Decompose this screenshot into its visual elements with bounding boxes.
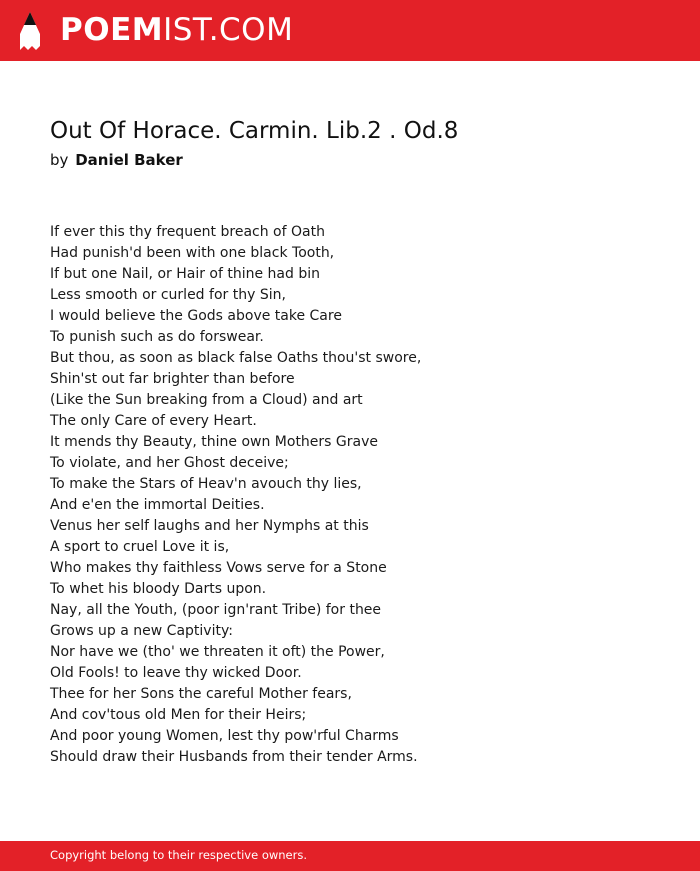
poem-line: And cov'tous old Men for their Heirs; <box>50 707 307 723</box>
poem-line: Should draw their Husbands from their tender Arms. <box>50 749 418 765</box>
page-title: Out Of Horace. Carmin. Lib.2 . Od.8 <box>50 118 459 144</box>
site-footer <box>0 841 700 871</box>
poem-article <box>50 115 650 768</box>
poem-line: I would believe the Gods above take Care <box>50 308 342 324</box>
poem-line: If but one Nail, or Hair of thine had bin <box>50 266 320 282</box>
site-logo-link[interactable] <box>60 12 294 48</box>
poem-line: The only Care of every Heart. <box>50 413 257 429</box>
poem-line: Nay, all the Youth, (poor ign'rant Tribe) for thee <box>50 602 382 618</box>
pencil-icon <box>18 10 42 52</box>
poem-line: Venus her self laughs and her Nymphs at this <box>50 518 369 534</box>
poem-line: Who makes thy faithless Vows serve for a Stone <box>50 560 387 576</box>
poem-line: Old Fools! to leave thy wicked Door. <box>50 665 302 681</box>
by-label: by <box>50 151 69 169</box>
poem-line: It mends thy Beauty, thine own Mothers Grave <box>50 434 378 450</box>
author-link[interactable]: Daniel Baker <box>75 151 183 169</box>
poem-line: Had punish'd been with one black Tooth, <box>50 245 335 261</box>
poem-body <box>50 222 650 768</box>
poem-line: To violate, and her Ghost deceive; <box>50 455 289 471</box>
poem-line: Grows up a new Captivity: <box>50 623 233 639</box>
poem-line: (Like the Sun breaking from a Cloud) and art <box>50 392 363 408</box>
poem-line: A sport to cruel Love it is, <box>50 539 230 555</box>
poem-line: If ever this thy frequent breach of Oath <box>50 224 325 240</box>
copyright-notice: Copyright belong to their respective owners. <box>50 848 308 863</box>
poem-line: And e'en the immortal Deities. <box>50 497 265 513</box>
poem-line: Thee for her Sons the careful Mother fears, <box>50 686 352 702</box>
site-header <box>0 0 700 61</box>
poem-line: To make the Stars of Heav'n avouch thy lies, <box>50 476 362 492</box>
poem-line: To punish such as do forswear. <box>50 329 264 345</box>
poem-line: To whet his bloody Darts upon. <box>50 581 267 597</box>
poem-line: Less smooth or curled for thy Sin, <box>50 287 286 303</box>
poem-line: Shin'st out far brighter than before <box>50 371 295 387</box>
poem-line: Nor have we (tho' we threaten it oft) the Power, <box>50 644 385 660</box>
poem-line: But thou, as soon as black false Oaths thou'st swore, <box>50 350 422 366</box>
poem-line: And poor young Women, lest thy pow'rful Charms <box>50 728 399 744</box>
brand-name-bold: POEM <box>60 12 164 48</box>
byline <box>50 150 650 170</box>
brand-name-light: IST.COM <box>163 12 294 48</box>
